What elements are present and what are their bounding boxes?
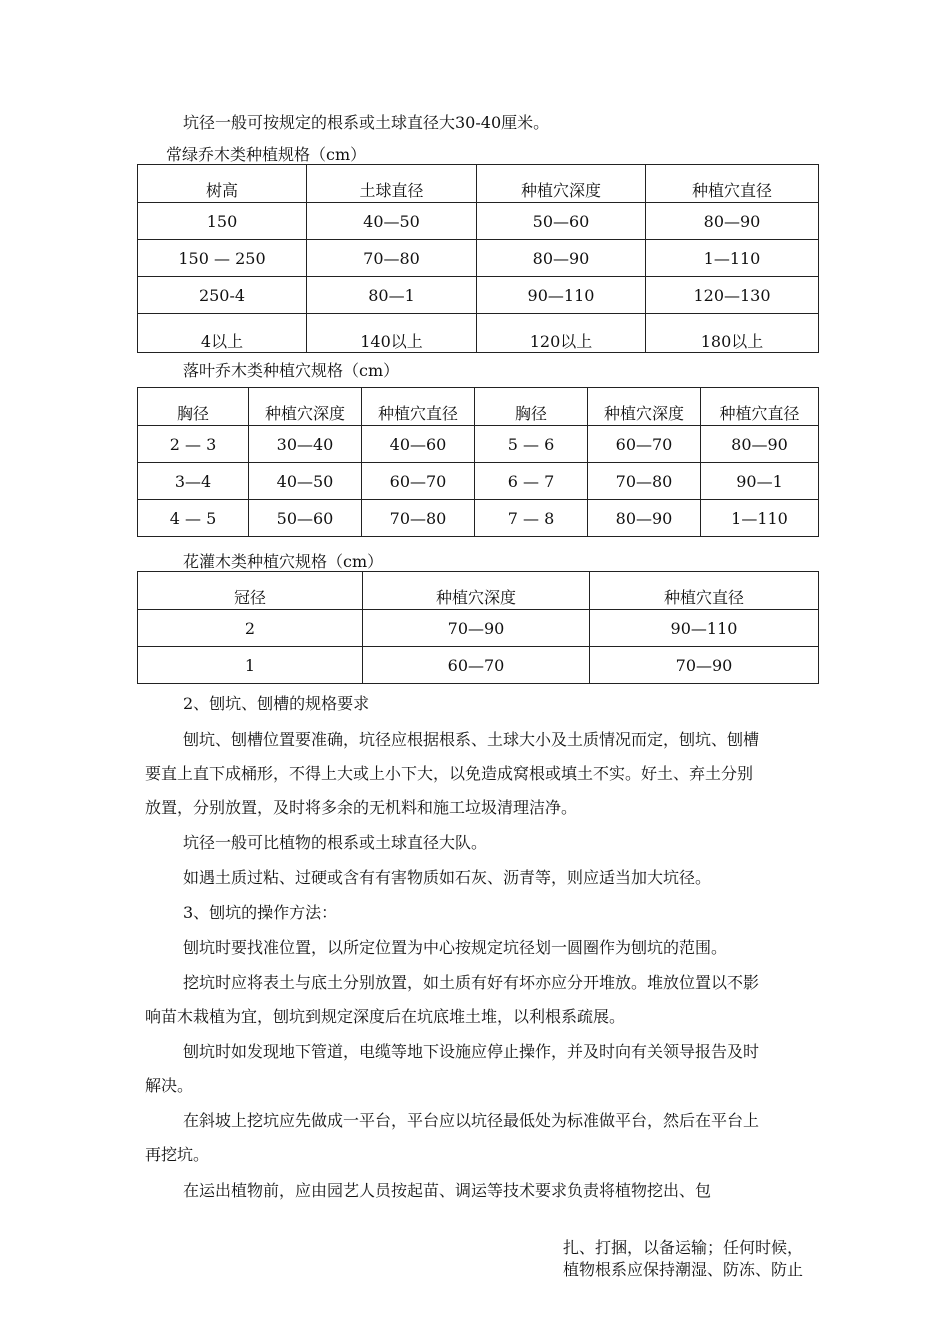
section-2-heading: 2、刨坑、刨槽的规格要求 [183,694,370,713]
deciduous-tree-spec-table [137,387,819,537]
table-header-cell: 种植穴直径 [701,388,819,426]
table-cell: 2 — 3 [138,426,249,463]
table-cell: 40—50 [249,463,362,500]
intro-paragraph: 坑径一般可按规定的根系或土球直径大30-40厘米。 [183,113,550,132]
paragraph-line: 刨坑时如发现地下管道，电缆等地下设施应停止操作，并及时向有关领导报告及时 [183,1042,760,1061]
evergreen-tree-spec-table [137,164,819,353]
paragraph-line: 在运出植物前，应由园艺人员按起苗、调运等技术要求负责将植物挖出、包 [183,1181,712,1200]
table-row [138,610,819,647]
table-row [138,203,819,240]
table-cell: 1—110 [646,240,819,277]
table-cell: 60—70 [588,426,701,463]
paragraph-line: 如遇土质过粘、过硬或含有有害物质如石灰、沥青等，则应适当加大坑径。 [183,868,712,887]
table3-caption: 花灌木类种植穴规格（cm） [183,552,384,571]
table-cell: 70—80 [362,500,475,537]
table-row [138,426,819,463]
table-cell: 60—70 [362,463,475,500]
table-row [138,314,819,353]
table-cell: 4 — 5 [138,500,249,537]
table-cell: 30—40 [249,426,362,463]
table-cell: 120以上 [477,314,646,353]
table-cell: 4以上 [138,314,307,353]
table-header-cell: 种植穴深度 [477,165,646,203]
table-cell: 150 [138,203,307,240]
table-header-cell: 种植穴深度 [249,388,362,426]
table-cell: 2 [138,610,363,647]
table-row [138,277,819,314]
table-cell: 90—1 [701,463,819,500]
table-cell: 50—60 [249,500,362,537]
table-cell: 180以上 [646,314,819,353]
table-cell: 250-4 [138,277,307,314]
paragraph-line: 在斜坡上挖坑应先做成一平台，平台应以坑径最低处为标准做平台，然后在平台上 [183,1111,760,1130]
paragraph-line: 要直上直下成桶形，不得上大或上小下大，以免造成窝根或填土不实。好土、弃土分别 [145,764,754,783]
table-cell: 80—90 [588,500,701,537]
table-cell: 5 — 6 [475,426,588,463]
table-cell: 70—90 [363,610,590,647]
table-header-row [138,388,819,426]
table-header-cell: 冠径 [138,572,363,610]
table-cell: 80—90 [477,240,646,277]
table-cell: 3—4 [138,463,249,500]
paragraph-line: 放置，分别放置，及时将多余的无机料和施工垃圾清理洁净。 [145,798,578,817]
table-cell: 140以上 [307,314,477,353]
table1-caption: 常绿乔木类种植规格（cm） [166,145,367,164]
table-cell: 40—50 [307,203,477,240]
table-header-cell: 种植穴深度 [363,572,590,610]
table-cell: 90—110 [590,610,819,647]
table-header-cell: 胸径 [138,388,249,426]
table-cell: 80—90 [701,426,819,463]
table-cell: 80—1 [307,277,477,314]
table-header-cell: 树高 [138,165,307,203]
table-header-row [138,165,819,203]
table-cell: 120—130 [646,277,819,314]
shrub-spec-table [137,571,819,684]
paragraph-line: 刨坑、刨槽位置要准确，坑径应根据根系、土球大小及土质情况而定，刨坑、刨槽 [183,730,760,749]
table-row [138,500,819,537]
table-cell: 7 — 8 [475,500,588,537]
table-row [138,240,819,277]
paragraph-line: 响苗木栽植为宜，刨坑到规定深度后在坑底堆土堆，以利根系疏展。 [145,1007,626,1026]
continuation-line: 植物根系应保持潮湿、防冻、防止 [563,1260,804,1279]
table-header-cell: 种植穴直径 [590,572,819,610]
paragraph-line: 坑径一般可比植物的根系或土球直径大队。 [183,833,488,852]
section-3-heading: 3、刨坑的操作方法： [183,903,338,922]
table-header-cell: 胸径 [475,388,588,426]
paragraph-line: 刨坑时要找准位置，以所定位置为中心按规定坑径划一圆圈作为刨坑的范围。 [183,938,728,957]
paragraph-line: 挖坑时应将表土与底土分别放置，如土质有好有坏亦应分开堆放。堆放位置以不影 [183,973,760,992]
table-cell: 70—90 [590,647,819,684]
table-row [138,463,819,500]
table-cell: 50—60 [477,203,646,240]
table-cell: 90—110 [477,277,646,314]
table-cell: 60—70 [363,647,590,684]
table-cell: 1—110 [701,500,819,537]
table-cell: 70—80 [588,463,701,500]
table-header-cell: 种植穴直径 [646,165,819,203]
table-cell: 6 — 7 [475,463,588,500]
paragraph-line: 解决。 [145,1076,194,1095]
table2-caption: 落叶乔木类种植穴规格（cm） [183,361,400,380]
table-header-cell: 土球直径 [307,165,477,203]
table-row [138,647,819,684]
table-cell: 70—80 [307,240,477,277]
table-cell: 80—90 [646,203,819,240]
table-header-cell: 种植穴直径 [362,388,475,426]
table-header-cell: 种植穴深度 [588,388,701,426]
table-cell: 1 [138,647,363,684]
table-cell: 40—60 [362,426,475,463]
table-header-row [138,572,819,610]
continuation-line: 扎、打捆，以备运输；任何时候， [563,1238,804,1257]
table-cell: 150 — 250 [138,240,307,277]
paragraph-line: 再挖坑。 [145,1145,210,1164]
